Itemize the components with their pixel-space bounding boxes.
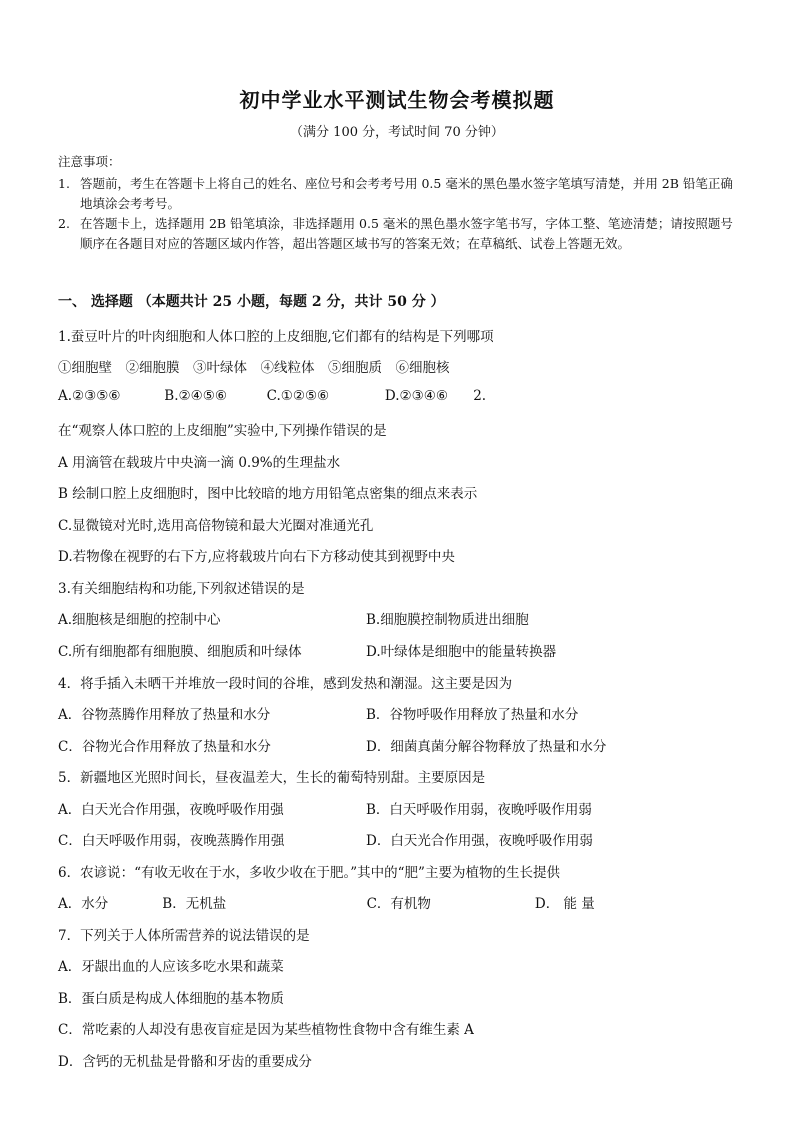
note-number: 2. [58,216,70,231]
option-c: C．白天呼吸作用弱，夜晚蒸腾作用强 [58,833,285,849]
option-b: B．无机盐 [162,896,227,912]
option-d: D．细菌真菌分解谷物释放了热量和水分 [366,739,607,755]
option-b: B 绘制口腔上皮细胞时，图中比较暗的地方用铅笔点密集的细点来表示 [58,486,478,502]
option-a: A．水分 [58,896,109,912]
option-a: A.②③⑤⑥ [58,388,121,404]
note-text: 在答题卡上，选择题用 2B 铅笔填涂，非选择题用 0.5 毫米的黑色墨水签字笔书写，字体工整、笔迹清楚；请按照题号顺序在各题目对应的答题区域内作答，超出答题区域书写的答案无效；在草稿纸、试卷上答题无效。 [80,216,733,251]
note-item [58,214,738,254]
option-b: B．白天呼吸作用弱，夜晚呼吸作用弱 [366,802,592,818]
question-stem: 1.蚕豆叶片的叶肉细胞和人体口腔的上皮细胞,它们都有的结构是下列哪项 [58,329,494,345]
option-a: A 用滴管在载玻片中央滴一滴 0.9%的生理盐水 [58,455,341,471]
page-title: 初中学业水平测试生物会考模拟题 [239,88,555,112]
option-c: C.①②⑤⑥ [266,388,330,404]
question-stem: 6．农谚说：“有收无收在于水，多收少收在于肥。”其中的“肥”主要为植物的生长提供 [58,865,560,881]
option-c: C．谷物光合作用释放了热量和水分 [58,739,271,755]
option-a: A．白天光合作用强，夜晚呼吸作用强 [58,802,284,818]
note-item [58,174,738,214]
notes-heading: 注意事项： [58,154,121,169]
question-stem: 5．新疆地区光照时间长，昼夜温差大，生长的葡萄特别甜。主要原因是 [58,770,486,786]
option-d: D.若物像在视野的右下方,应将载玻片向右下方移动使其到视野中央 [58,549,455,565]
question-items: ①细胞壁 ②细胞膜 ③叶绿体 ④线粒体 ⑤细胞质 ⑥细胞核 [58,360,450,376]
section-heading: 一、 选择题 （本题共计 25 小题，每题 2 分，共计 50 分 ） [58,294,445,310]
option-d: D．白天光合作用强，夜晚呼吸作用弱 [366,833,593,849]
option-d: D．含钙的无机盐是骨骼和牙齿的重要成分 [58,1054,312,1070]
option-a: A．牙龈出血的人应该多吃水果和蔬菜 [58,959,284,975]
option-row [58,892,595,912]
option-c: C.显微镜对光时,选用高倍物镜和最大光圈对准通光孔 [58,518,374,534]
question-stem: 3.有关细胞结构和功能,下列叙述错误的是 [58,581,305,597]
option-b: B．谷物呼吸作用释放了热量和水分 [366,707,579,723]
option-b: B.②④⑤⑥ [164,388,227,404]
option-c: C．常吃素的人却没有患夜盲症是因为某些植物性食物中含有维生素 A [58,1022,474,1038]
note-text: 答题前，考生在答题卡上将自己的姓名、座位号和会考考号用 0.5 毫米的黑色墨水签字笔填写清楚，并用 2B 铅笔正确地填涂会考考号。 [80,176,733,211]
option-d: D.叶绿体是细胞中的能量转换器 [366,644,557,660]
note-number: 1. [58,176,70,191]
question-stem: 4．将手插入未晒干并堆放一段时间的谷堆，感到发热和潮湿。这主要是因为 [58,676,513,692]
option-a: A．谷物蒸腾作用释放了热量和水分 [58,707,271,723]
option-b: B.细胞膜控制物质进出细胞 [366,612,529,628]
option-b: B．蛋白质是构成人体细胞的基本物质 [58,991,284,1007]
option-d: D． 能 量 [534,896,595,912]
notes-block [58,152,738,254]
next-question-number: 2. [473,388,487,404]
option-d: D.②③④⑥ [384,388,448,404]
option-a: A.细胞核是细胞的控制中心 [58,612,221,628]
question-stem: 7．下列关于人体所需营养的说法错误的是 [58,928,310,944]
option-c: C．有机物 [366,896,431,912]
exam-info: （满分 100 分，考试时间 70 分钟） [290,125,504,140]
option-row [58,388,486,404]
question-stem: 在“观察人体口腔的上皮细胞”实验中,下列操作错误的是 [58,423,387,439]
option-c: C.所有细胞都有细胞膜、细胞质和叶绿体 [58,644,302,660]
